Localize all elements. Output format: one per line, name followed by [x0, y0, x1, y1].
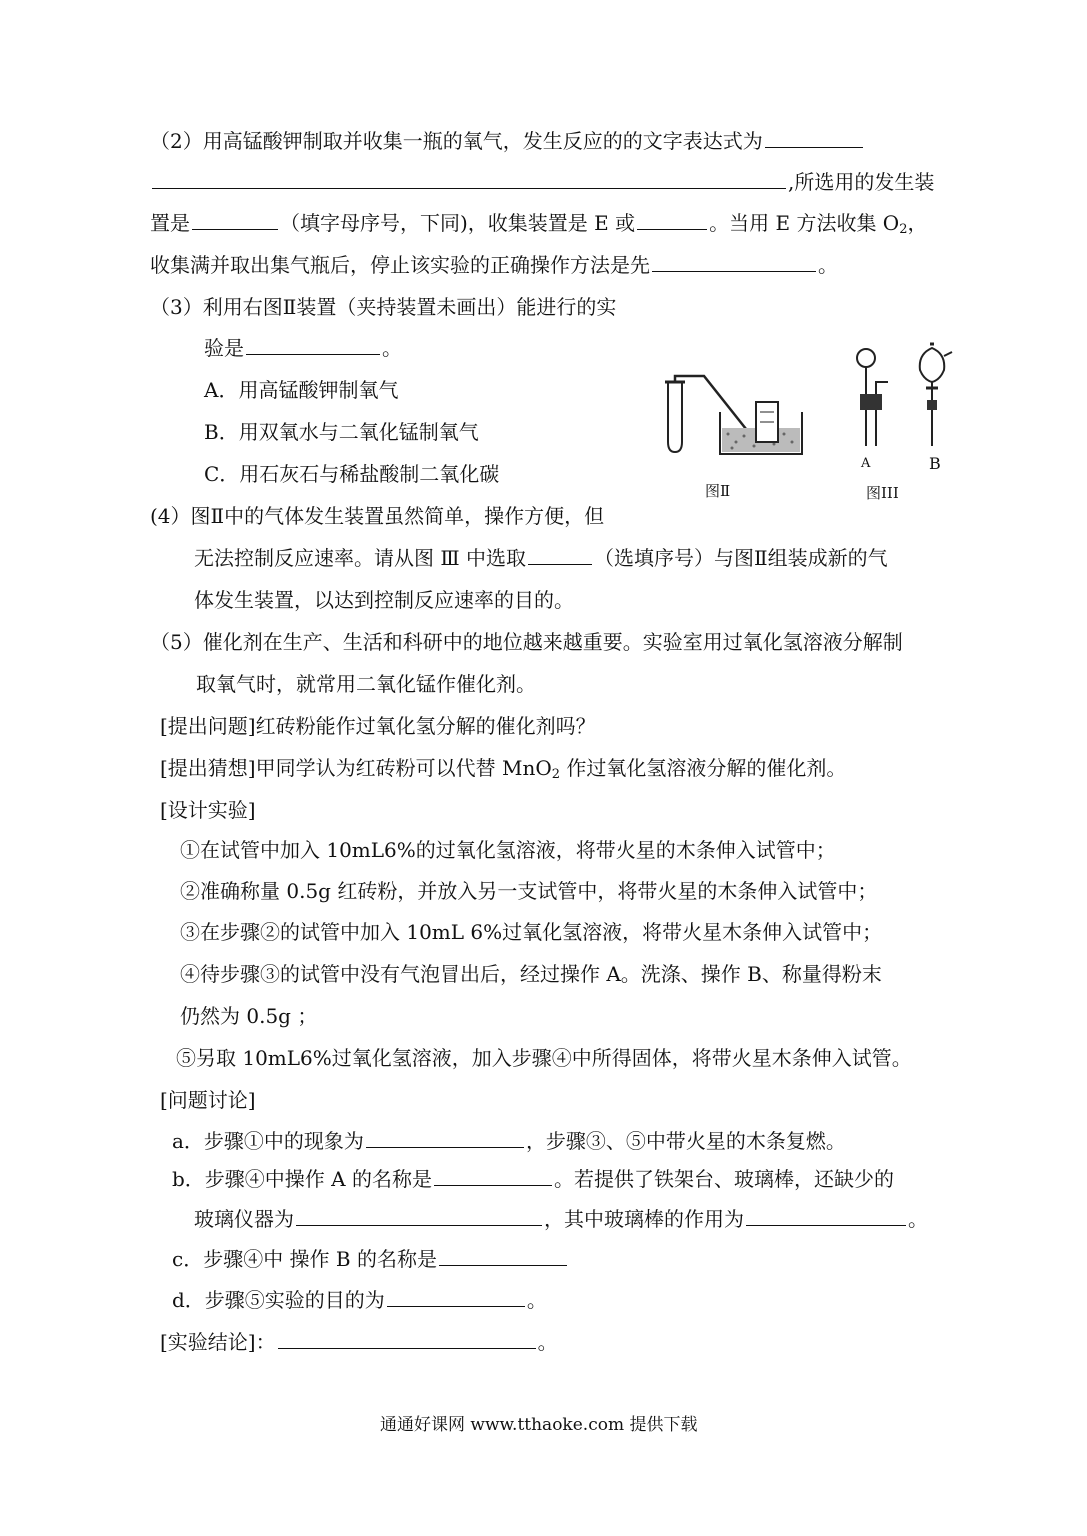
q5-c-text: c．步骤④中 操作 B 的名称是 — [172, 1247, 437, 1271]
q5-question-a — [172, 1127, 846, 1155]
q2-text-3c: 。当用 E 方法收集 O — [709, 211, 900, 235]
q2-blank-collector[interactable] — [637, 209, 707, 230]
q5-b-text-2: 。若提供了铁架台、玻璃棒，还缺少的 — [553, 1167, 894, 1191]
q2-blank-equation-1[interactable] — [765, 127, 863, 148]
q5-conclusion-blank[interactable] — [278, 1328, 536, 1349]
q5-b-blank-function[interactable] — [746, 1205, 906, 1226]
q5-conclusion-label: [实验结论]： — [160, 1330, 276, 1354]
q2-text-3a: 置是 — [150, 211, 190, 235]
q5-d-blank[interactable] — [387, 1286, 525, 1307]
q5-question-b-line-2 — [194, 1205, 928, 1233]
q5-b-blank-operation[interactable] — [434, 1165, 552, 1186]
q5-step-3: ③在步骤②的试管中加入 10mL 6%过氧化氢溶液，将带火星木条伸入试管中； — [180, 920, 883, 944]
q2-line-2 — [150, 168, 934, 196]
q2-line-3 — [150, 209, 927, 237]
q3-text-2b: 。 — [382, 336, 402, 360]
q5-d-text-2: 。 — [526, 1288, 547, 1312]
q2-o2-subscript: 2 — [899, 222, 908, 237]
q5-d-text-1: d．步骤⑤实验的目的为 — [172, 1288, 385, 1312]
q4-line-3: 体发生装置，以达到控制反应速率的目的。 — [194, 588, 574, 612]
q5-guess-text-b: 作过氧化氢溶液分解的催化剂。 — [560, 756, 847, 780]
figure-3-caption: 图III — [866, 484, 899, 502]
q5-b-text-5: 。 — [908, 1207, 928, 1231]
q5-step-4b: 仍然为 0.5g ； — [180, 1004, 318, 1028]
q2-text-4a: 收集满并取出集气瓶后，停止该实验的正确操作方法是先 — [150, 253, 650, 277]
q4-text-2b: （选填序号）与图Ⅱ组装成新的气 — [594, 546, 888, 570]
q5-problem: [提出问题]红砖粉能作过氧化氢分解的催化剂吗？ — [160, 714, 596, 738]
q4-line-2 — [194, 544, 888, 572]
q5-step-1: ①在试管中加入 10mL6%的过氧化氢溶液，将带火星的木条伸入试管中； — [180, 838, 836, 862]
q5-question-d — [172, 1286, 547, 1314]
q5-mno2-subscript: 2 — [551, 767, 560, 782]
q4-line-1: (4）图Ⅱ中的气体发生装置虽然简单，操作方便，但 — [150, 504, 605, 528]
q5-question-b — [172, 1165, 894, 1193]
q5-a-blank[interactable] — [366, 1127, 524, 1148]
q3-line-2 — [204, 334, 402, 362]
q2-text-3b: （填字母序号，下同)，收集装置是 E 或 — [280, 211, 636, 235]
q3-text-1: （3）利用右图Ⅱ装置（夹持装置未画出）能进行的实 — [150, 295, 617, 319]
q2-text-4b: 。 — [818, 253, 838, 277]
q5-a-text-2: ，步骤③、⑤中带火星的木条复燃。 — [525, 1129, 846, 1153]
q5-b-text-1: b．步骤④中操作 A 的名称是 — [172, 1167, 432, 1191]
q2-blank-operation[interactable] — [652, 251, 816, 272]
q5-guess — [160, 754, 846, 782]
q2-text-3d: ， — [907, 211, 928, 235]
q3-text-2a: 验是 — [204, 336, 244, 360]
q2-line-4 — [150, 251, 838, 279]
q3-option-c: C．用石灰石与稀盐酸制二氧化碳 — [204, 462, 500, 486]
q5-guess-text-a: [提出猜想]甲同学认为红砖粉可以代替 MnO — [160, 756, 552, 780]
q5-question-c — [172, 1245, 569, 1273]
q5-line-2: 取氧气时，就常用二氧化锰作催化剂。 — [196, 672, 536, 696]
q3-line-1 — [150, 293, 616, 321]
figure-3-label-b: B — [929, 454, 941, 473]
q5-b-blank-instrument[interactable] — [296, 1205, 542, 1226]
figure-2-apparatus — [662, 372, 812, 462]
q5-step-5: ⑤另取 10mL6%过氧化氢溶液，加入步骤④中所得固体，将带火星木条伸入试管。 — [176, 1046, 912, 1070]
q5-conclusion — [160, 1328, 558, 1356]
q5-b-text-3: 玻璃仪器为 — [194, 1207, 294, 1231]
q2-text-1: （2）用高锰酸钾制取并收集一瓶的氧气，发生反应的的文字表达式为 — [150, 129, 763, 153]
q3-option-a: A．用高锰酸钾制氧气 — [204, 378, 399, 402]
figure-2-caption: 图Ⅱ — [705, 482, 731, 500]
q2-blank-generator[interactable] — [192, 209, 278, 230]
figure-3-apparatus — [846, 342, 956, 452]
q3-blank-answer[interactable] — [246, 334, 380, 355]
q4-blank-choice[interactable] — [528, 544, 592, 565]
q5-line-1: （5）催化剂在生产、生活和科研中的地位越来越重要。实验室用过氧化氢溶液分解制 — [150, 630, 903, 654]
page-footer: 通通好课网 www.tthaoke.com 提供下载 — [380, 1415, 698, 1435]
q5-step-2: ②准确称量 0.5g 红砖粉，并放入另一支试管中，将带火星的木条伸入试管中； — [180, 879, 878, 903]
q5-b-text-4: ，其中玻璃棒的作用为 — [544, 1207, 744, 1231]
q5-discuss-heading: [问题讨论] — [160, 1088, 256, 1112]
q5-design-heading: [设计实验] — [160, 798, 256, 822]
q5-conclusion-end: 。 — [537, 1330, 558, 1354]
q2-line-1 — [150, 127, 865, 155]
q2-text-2: ,所选用的发生装 — [788, 170, 935, 194]
q5-c-blank[interactable] — [439, 1245, 567, 1266]
figure-3-label-a: A — [861, 456, 871, 471]
q4-text-2a: 无法控制反应速率。请从图 Ⅲ 中选取 — [194, 546, 527, 570]
q2-blank-equation-2[interactable] — [152, 168, 786, 189]
q5-step-4a: ④待步骤③的试管中没有气泡冒出后，经过操作 A。洗涤、操作 B、称量得粉末 — [180, 962, 882, 986]
q5-a-text-1: a．步骤①中的现象为 — [172, 1129, 364, 1153]
q3-option-b: B．用双氧水与二氧化锰制氧气 — [204, 420, 479, 444]
